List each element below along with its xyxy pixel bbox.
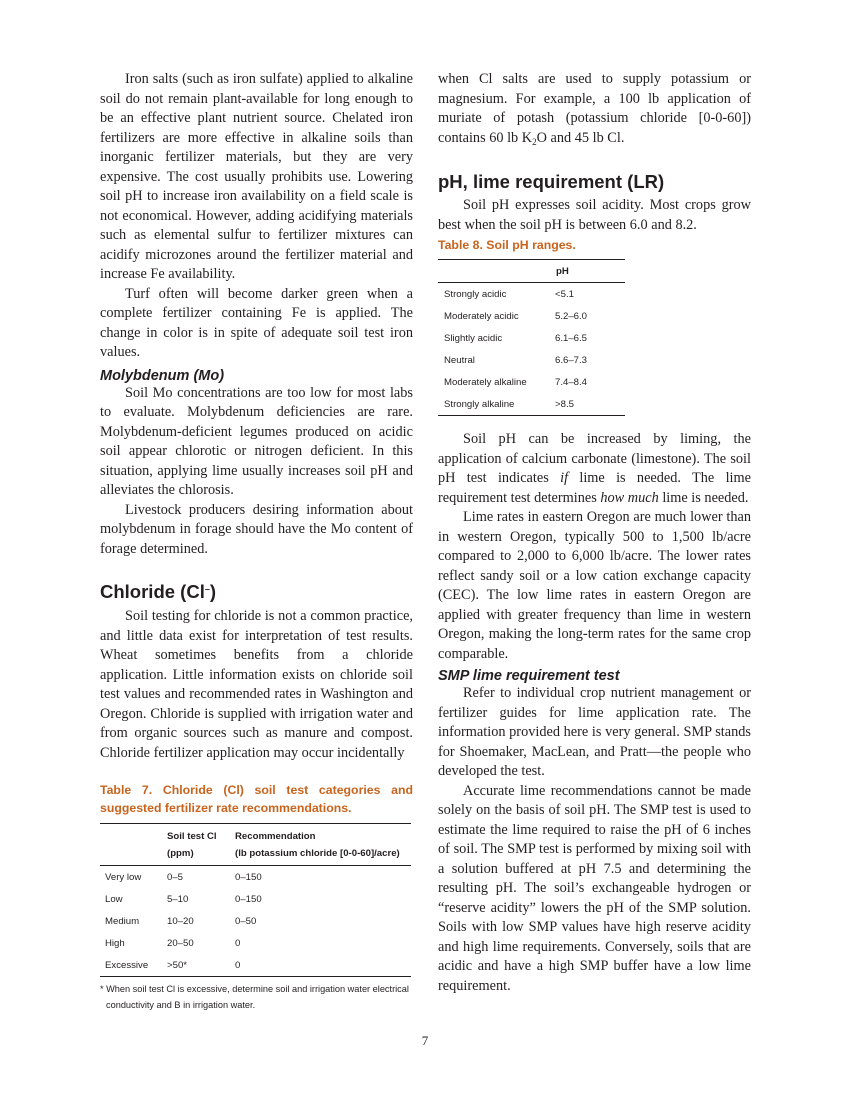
table-row xyxy=(438,371,625,393)
table7-cell-category: High xyxy=(105,937,125,949)
table7-cell-soil-test: 0–5 xyxy=(167,871,184,883)
table8-cell-label: Strongly acidic xyxy=(444,288,507,300)
heading-molybdenum: Molybdenum (Mo) xyxy=(100,367,225,384)
table-row xyxy=(100,866,411,889)
potassium-subscript: 2 xyxy=(532,136,537,147)
heading-smp-lime-test: SMP lime requirement test xyxy=(438,668,620,684)
emphasis-how-much: how much xyxy=(600,489,659,506)
paragraph-chloride-continued-a: when Cl salts are used to supply potassium or magnesium. For example, a 100 lb application of muriate of potash (potassium chloride [0-0-60]) contains 60 lb K xyxy=(438,71,751,146)
table7-chloride xyxy=(100,823,411,977)
table7-cell-soil-test: >50* xyxy=(167,959,188,971)
table7-cell-rec: 0 xyxy=(235,937,241,949)
table-row xyxy=(100,954,411,977)
table7-cell-rec: 0–50 xyxy=(235,915,257,927)
table8-cell-value: 6.6–7.3 xyxy=(555,354,588,366)
table8-caption: Table 8. Soil pH ranges. xyxy=(438,238,576,252)
table7-header-soil-test xyxy=(167,824,235,866)
heading-chloride-close: ) xyxy=(209,581,217,602)
table7-cell-rec: 0 xyxy=(235,959,241,971)
table7-cell-rec: 0–150 xyxy=(235,871,262,883)
emphasis-if: if xyxy=(560,470,569,486)
table8-cell-label: Moderately alkaline xyxy=(444,376,527,388)
paragraph-chloride-continued xyxy=(438,70,751,152)
table8-header-ph: pH xyxy=(556,265,569,277)
table-row xyxy=(438,327,625,349)
left-column xyxy=(100,70,413,1013)
paragraph-ph-2-a: Soil pH can be increased by liming, the application of calcium carbonate (limestone). The soil pH test indicates xyxy=(438,431,751,486)
table8-cell-label: Slightly acidic xyxy=(444,332,503,344)
paragraph-molybdenum-2: Livestock producers desiring information about molybdenum in forage should have the Mo content of forage determined. xyxy=(100,501,413,557)
paragraph-iron-salts: Iron salts (such as iron sulfate) applied to alkaline soil do not remain plant-available for long enough to be an effective plant nutrient source. Chelated iron fertilizers are more effective in alkaline soils than inorganic fertilizer materials, but they are very expensive. The cost usually prohibits use. Lowering soil pH to increase iron availability on a field scale is not economical. However, adding acidifying materials such as elemental sulfur to fertilizer mixtures can acidify microzones around the fertilizer material and increase Fe availability. xyxy=(100,71,413,282)
paragraph-ph-2 xyxy=(438,430,751,508)
table7-header-soil-test-line2: (ppm) xyxy=(167,848,194,859)
table8-header-row xyxy=(438,260,625,283)
heading-chloride xyxy=(100,581,413,603)
table8-cell-label: Moderately acidic xyxy=(444,310,519,322)
table-row xyxy=(100,910,411,932)
table7-header-recommendation-line1: Recommendation xyxy=(235,831,316,842)
table-row xyxy=(438,283,625,306)
table8-cell-value: 5.2–6.0 xyxy=(555,310,588,322)
paragraph-chloride: Soil testing for chloride is not a common practice, and little data exist for interpretation of test results. Wheat sometimes benefits from a chloride application. Little information exists on chloride soil test values and recommended rates in Washington and Oregon. Chloride is supplied with irrigation water and from organic sources such as manure and compost. Chloride fertilizer application may occur incidentally xyxy=(100,608,413,761)
paragraph-smp-2: Accurate lime recommendations cannot be made solely on the basis of soil pH. The SMP test is used to estimate the lime required to raise the pH of 6 inches of soil. The SMP test is performed by mixing soil with a solution buffered at pH 7.5 and determining the resulting pH. The soil’s exchangeable hydrogen or “reserve acidity” lowers the pH of the SMP solution. Soils with low SMP values have high reserve acidity and high lime requirements. Conversely, soils that are acidic and have a high SMP buffer have a low lime requirement. xyxy=(438,782,751,994)
heading-ph-lime-requirement: pH, lime requirement (LR) xyxy=(438,171,665,192)
page-number: 7 xyxy=(421,1033,429,1048)
paragraph-ph-3: Lime rates in eastern Oregon are much lower than in western Oregon, typically 500 to 1,500 lb/acre compared to 2,000 to 6,000 lb/acre. The lower rates reflect sandy soil or a low cation exchange capacity (CEC). The low lime rates in eastern Oregon are applied with greater frequency than lime in western Oregon, making the long-term rates for the same crop comparable. xyxy=(438,509,751,662)
table-row xyxy=(438,349,625,371)
table7-cell-category: Medium xyxy=(105,915,140,927)
table7-header-soil-test-line1: Soil test Cl xyxy=(167,831,217,842)
table8-cell-value: 7.4–8.4 xyxy=(555,376,588,388)
table8-cell-value: 6.1–6.5 xyxy=(555,332,588,344)
right-column xyxy=(438,70,751,996)
table-row xyxy=(438,393,625,416)
paragraph-molybdenum-1: Soil Mo concentrations are too low for most labs to evaluate. Molybdenum deficiencies are rare. Molybdenum-deficient legumes produced on acidic soil appear chlorotic or nitrogen deficient. In this situation, applying lime usually increases soil pH and alleviates the chlorosis. xyxy=(100,384,413,498)
paragraph-smp-1: Refer to individual crop nutrient management or fertilizer guides for lime application rate. The information provided here is very general. SMP stands for Shoemaker, MacLean, and Pratt—the people who developed the test. xyxy=(438,685,751,779)
table8-cell-label: Strongly alkaline xyxy=(444,398,515,410)
table7-cell-soil-test: 5–10 xyxy=(167,893,189,905)
paragraph-ph-2-c: lime is needed. xyxy=(658,489,749,506)
table7-cell-soil-test: 10–20 xyxy=(167,915,194,927)
paragraph-ph-2-b: lime is needed. The lime requirement test determines xyxy=(438,470,751,506)
heading-chloride-superscript: – xyxy=(204,584,210,594)
paragraph-chloride-continued-b: O and 45 lb Cl. xyxy=(536,129,625,146)
table7-footnote: * When soil test Cl is excessive, determine soil and irrigation water electrical conductivity and B in irrigation water. xyxy=(100,984,409,1010)
table7-cell-category: Low xyxy=(105,893,123,905)
table8-cell-value: <5.1 xyxy=(555,288,574,300)
table7-cell-category: Excessive xyxy=(105,959,149,971)
table8-cell-label: Neutral xyxy=(444,354,475,366)
table7-cell-category: Very low xyxy=(105,871,142,883)
table8-cell-value: >8.5 xyxy=(555,398,574,410)
heading-chloride-text: Chloride (Cl xyxy=(100,581,205,602)
table7-cell-soil-test: 20–50 xyxy=(167,937,194,949)
table-row xyxy=(438,305,625,327)
paragraph-ph-1: Soil pH expresses soil acidity. Most crops grow best when the soil pH is between 6.0 and 8.2. xyxy=(438,197,751,233)
table7-header-row xyxy=(100,824,411,866)
table7-cell-rec: 0–150 xyxy=(235,893,262,905)
paragraph-turf: Turf often will become darker green when a complete fertilizer containing Fe is applied. The change in color is in spite of adequate soil test iron values. xyxy=(100,285,413,360)
table-row xyxy=(100,932,411,954)
table-row xyxy=(100,888,411,910)
table7-caption: Table 7. Chloride (Cl) soil test categories and suggested fertilizer rate recommendations. xyxy=(100,783,413,815)
table8-soil-ph xyxy=(438,259,625,416)
table7-header-recommendation xyxy=(235,824,411,866)
table7-header-recommendation-line2: (lb potassium chloride [0-0-60]/acre) xyxy=(235,848,400,859)
